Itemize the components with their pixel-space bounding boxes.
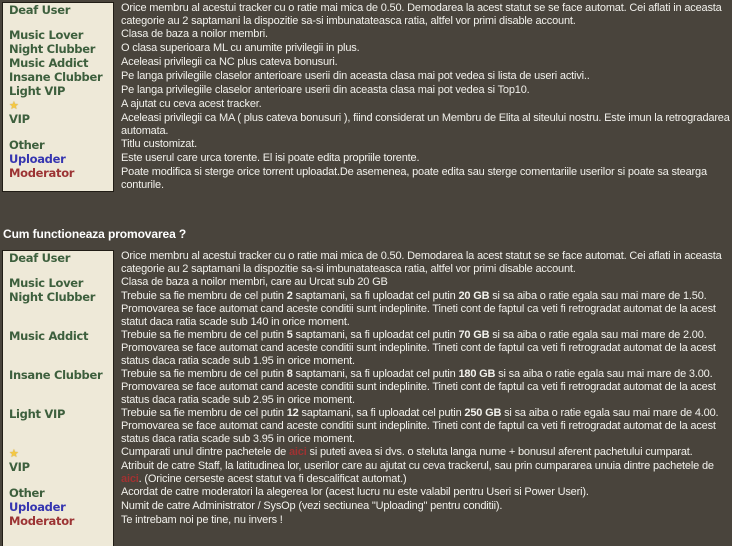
description-text: Poate modifica si sterge orice torrent uploadat.De asemenea, poate edita sau sterge comentariile userilor si poate sa stearga conturile. [121, 166, 707, 191]
description-text: si puteti avea si dvs. o steluta langa nume + bonusul aferent pachetului cumparat. [306, 446, 693, 458]
description-text: 5 [286, 329, 293, 341]
description-text: 12 [286, 407, 299, 419]
class-description [114, 98, 731, 112]
class-name [2, 98, 114, 112]
promotion-table [2, 250, 731, 546]
description-text: Aceleasi privilegii ca MA ( plus cateva bonusuri ), fiind considerat un Membru de Elita al siteului nostru. Este imun la retrogradarea automata. [121, 112, 730, 137]
aici-link[interactable]: aici [121, 473, 139, 485]
class-name: Light VIP [2, 407, 114, 446]
description-text: Clasa de baza a noilor membri, care au Urcat sub 20 GB [121, 276, 388, 288]
description-text: 8 [286, 368, 293, 380]
class-description [114, 514, 731, 546]
class-description [114, 166, 731, 192]
description-text: Clasa de baza a noilor membri. [121, 28, 268, 40]
class-description [114, 28, 731, 42]
description-text: saptamani, sa fi uploadat cel putin [292, 329, 459, 341]
class-description [114, 138, 731, 152]
table-row [2, 446, 731, 460]
description-text: Titlu customizat. [121, 138, 197, 150]
class-name: Music Lover [2, 276, 114, 290]
class-name: Music Addict [2, 329, 114, 368]
description-text: Trebuie sa fie membru de cel putin [121, 368, 287, 380]
description-text: 180 GB [458, 368, 496, 380]
aici-link[interactable]: aici [288, 446, 307, 458]
table-row [2, 138, 731, 152]
table-row [2, 329, 731, 368]
table-row [2, 514, 731, 546]
description-text: Orice membru al acestui tracker cu o ratie mai mica de 0.50. Demodarea la acest statut se se face automat. Cei aflati in aceasta categorie au 2 saptamani la dispozitie sa-si imbunatateasca ratia, altfel vor primi disable account. [121, 2, 722, 27]
description-text: si sa aiba o ratie egala sau mai mare de 1.50. Promovarea se face automat cand aceste conditii sunt indeplinite. Tineti cont de faptul ca veti fi retrogradat automat de la acest statut daca ratia scade sub 140 in orice moment. [121, 290, 716, 328]
description-text: si sa aiba o ratie egala sau mai mare de 3.00. Promovarea se face automat cand aceste conditii sunt indeplinite. Tineti cont de faptul ca veti fi retrogradat automat de la acest status daca ratia scade sub 2.95 in orice moment. [121, 368, 716, 406]
description-text: Atribuit de catre Staff, la latitudinea lor, userilor care au ajutat cu ceva trackerul, sau prin cumpararea unuia dintre pachetele de [121, 460, 714, 472]
class-name: Insane Clubber [2, 368, 114, 407]
class-name: Music Addict [2, 56, 114, 70]
table-row [2, 276, 731, 290]
description-text: 250 GB [464, 407, 502, 419]
class-name [2, 446, 114, 460]
star-icon: ★ [9, 99, 19, 112]
description-text: Orice membru al acestui tracker cu o ratie mai mica de 0.50. Demodarea la acest statut se se face automat. Cei aflati in aceasta categorie au 2 saptamani la dispozitie sa-si imbunatateasca ratia, altfel vor primi disable account. [121, 250, 722, 275]
description-text: Acordat de catre moderatori la alegerea lor (acest lucru nu este valabil pentru Useri si Power Useri). [121, 486, 589, 498]
class-name: Other [2, 138, 114, 152]
table-row [2, 56, 731, 70]
promotion-heading: Cum functioneaza promovarea ? [3, 227, 187, 241]
class-name: Music Lover [2, 28, 114, 42]
table-row [2, 84, 731, 98]
table-row [2, 98, 731, 112]
table-row [2, 290, 731, 329]
class-name: VIP [2, 112, 114, 138]
description-text: A ajutat cu ceva acest tracker. [121, 98, 262, 110]
class-name: Deaf User [2, 250, 114, 276]
class-description [114, 84, 731, 98]
class-description [114, 250, 731, 276]
class-description [114, 56, 731, 70]
class-name: Deaf User [2, 2, 114, 28]
class-description [114, 290, 731, 329]
class-name: Night Clubber [2, 290, 114, 329]
description-text: 2 [286, 290, 293, 302]
class-description [114, 152, 731, 166]
class-description [114, 2, 731, 28]
class-name: Light VIP [2, 84, 114, 98]
table-row [2, 486, 731, 500]
description-text: saptamani, sa fi uploadat cel putin [292, 290, 459, 302]
class-name: Night Clubber [2, 42, 114, 56]
description-text: Cumparati unul dintre pachetele de [121, 446, 289, 458]
description-text: Aceleasi privilegii ca NC plus cateva bonusuri. [121, 56, 338, 68]
description-text: saptamani, sa fi uploadat cel putin [298, 407, 465, 419]
class-name: Uploader [2, 152, 114, 166]
table-row [2, 368, 731, 407]
class-name: Insane Clubber [2, 70, 114, 84]
description-text: si sa aiba o ratie egala sau mai mare de 2.00. Promovarea se face automat cand aceste conditii sunt indeplinite. Tineti cont de faptul ca veti fi retrogradat automat de la acest status daca ratia scade sub 1.95 in orice moment. [121, 329, 716, 367]
class-description [114, 276, 731, 290]
class-description [114, 486, 731, 500]
table-row [2, 42, 731, 56]
description-text: Este userul care urca torente. El isi poate edita propriile torente. [121, 152, 420, 164]
class-name: Other [2, 486, 114, 500]
description-text: si sa aiba o ratie egala sau mai mare de 4.00. Promovarea se face automat cand aceste conditii sunt indeplinite. Tineti cont de faptul ca veti fi retrogradat automat de la acest status daca ratia scade sub 3.95 in orice moment. [121, 407, 719, 445]
description-text: 20 GB [458, 290, 490, 302]
table-row [2, 250, 731, 276]
class-name: Uploader [2, 500, 114, 514]
class-name: Moderator [2, 514, 114, 546]
class-description [114, 112, 731, 138]
class-description [114, 329, 731, 368]
class-description [114, 70, 731, 84]
table-row [2, 407, 731, 446]
description-text: 70 GB [458, 329, 490, 341]
table-row [2, 152, 731, 166]
class-description [114, 368, 731, 407]
description-text: . (Oricine cerseste acest statut va fi descalificat automat.) [138, 473, 407, 485]
description-text: O clasa superioara ML cu anumite privilegii in plus. [121, 42, 360, 54]
table-row [2, 112, 731, 138]
table-row [2, 70, 731, 84]
star-icon: ★ [9, 447, 19, 460]
class-description [114, 500, 731, 514]
table-row [2, 2, 731, 28]
description-text: Te intrebam noi pe tine, nu invers ! [121, 514, 283, 526]
description-text: Trebuie sa fie membru de cel putin [121, 290, 287, 302]
description-text: Trebuie sa fie membru de cel putin [121, 407, 287, 419]
class-name: VIP [2, 460, 114, 486]
table-row [2, 500, 731, 514]
class-table [2, 2, 731, 192]
table-row [2, 28, 731, 42]
description-text: Pe langa privilegiile claselor anterioare userii din aceasta clasa mai pot vedea si Top10. [121, 84, 530, 96]
class-description [114, 460, 731, 486]
class-name: Moderator [2, 166, 114, 192]
class-description [114, 446, 731, 460]
description-text: saptamani, sa fi uploadat cel putin [292, 368, 459, 380]
description-text: Pe langa privilegiile claselor anterioare userii din aceasta clasa mai pot vedea si lista de useri activi.. [121, 70, 590, 82]
table-row [2, 460, 731, 486]
class-description [114, 42, 731, 56]
description-text: Trebuie sa fie membru de cel putin [121, 329, 287, 341]
description-text: Numit de catre Administrator / SysOp (vezi sectiunea "Uploading" pentru conditii). [121, 500, 503, 512]
table-row [2, 166, 731, 192]
class-description [114, 407, 731, 446]
